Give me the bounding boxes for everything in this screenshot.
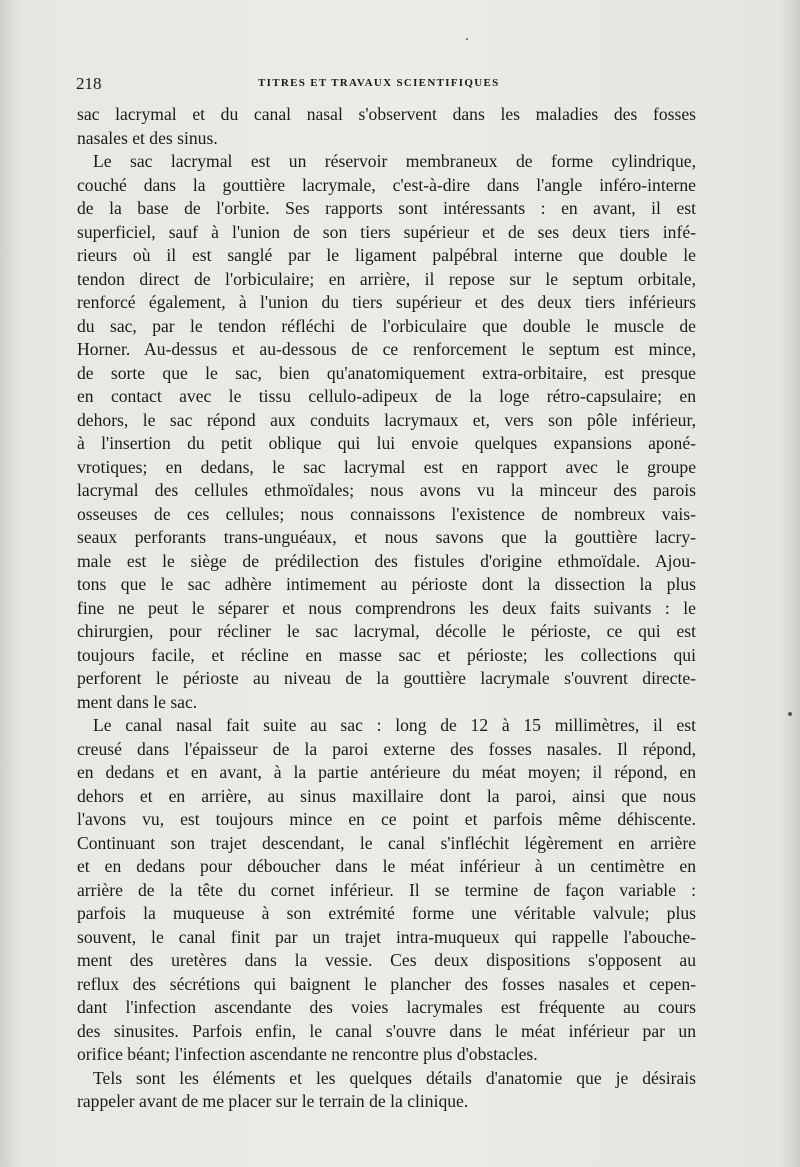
text-line: superficiel, sauf à l'union de son tiers supérieur et de ses deux tiers infé- — [77, 221, 696, 242]
text-line: dehors, le sac répond aux conduits lacrymaux et, vers son pôle inférieur, — [77, 409, 696, 430]
text-line: dant l'infection ascendante des voies lacrymales est fréquente au cours — [77, 997, 696, 1017]
text-line: osseuses de ces cellules; nous connaissons l'existence de nombreux vais- — [77, 503, 696, 524]
text-line: dehors et en arrière, au sinus maxillaire dont la paroi, ainsi que nous — [77, 785, 696, 806]
text-line: nasales et des sinus. — [77, 127, 218, 148]
text-line: rieurs où il est sanglé par le ligament palpébral interne que double le — [77, 245, 696, 265]
text-line: à l'insertion du petit oblique qui lui envoie quelques expansions aponé- — [77, 433, 696, 453]
text-line: Horner. Au-dessus et au-dessous de ce renforcement le septum est mince, — [77, 339, 696, 359]
text-line: tons que le sac adhère intimement au périoste dont la dissection la plus — [77, 574, 696, 594]
text-line: en contact avec le tissu cellulo-adipeux de la loge rétro-capsulaire; en — [77, 386, 696, 406]
body-text — [77, 103, 696, 1114]
margin-mark — [788, 712, 792, 716]
text-line: vrotiques; en dedans, le sac lacrymal est en rapport avec le groupe — [77, 456, 696, 477]
text-line: ment dans le sac. — [77, 691, 198, 712]
print-speck — [466, 38, 468, 40]
text-line: couché dans la gouttière lacrymale, c'est-à-dire dans l'angle inféro-interne — [77, 174, 696, 195]
text-line: en dedans et en avant, à la partie antérieure du méat moyen; il répond, en — [77, 762, 696, 782]
text-line: Le sac lacrymal est un réservoir membraneux de forme cylindrique, — [93, 151, 696, 171]
running-title: TITRES ET TRAVAUX SCIENTIFIQUES — [258, 77, 500, 89]
text-line: Le canal nasal fait suite au sac : long de 12 à 15 millimètres, il est — [93, 715, 696, 735]
text-line: de sorte que le sac, bien qu'anatomiquement extra-orbitaire, est presque — [77, 362, 696, 383]
text-line: du sac, par le tendon réfléchi de l'orbiculaire que double le muscle de — [77, 315, 696, 336]
text-line: male est le siège de prédilection des fistules d'origine ethmoïdale. Ajou- — [77, 550, 696, 571]
text-line: Tels sont les éléments et les quelques détails d'anatomie que je désirais — [93, 1067, 696, 1088]
page-number: 218 — [76, 74, 102, 93]
text-line: reflux des sécrétions qui baignent le plancher des fosses nasales et cepen- — [77, 973, 696, 994]
text-line: Continuant son trajet descendant, le canal s'infléchit légèrement en arrière — [77, 832, 696, 853]
text-line: fine ne peut le séparer et nous comprendrons les deux faits suivants : le — [77, 597, 696, 618]
text-line: souvent, le canal finit par un trajet intra-muqueux qui rappelle l'abouche- — [77, 926, 696, 947]
text-line: chirurgien, pour récliner le sac lacrymal, décolle le périoste, ce qui est — [77, 621, 696, 641]
text-line: des sinusites. Parfois enfin, le canal s'ouvre dans le méat inférieur par un — [77, 1020, 696, 1041]
text-line: rappeler avant de me placer sur le terrain de la clinique. — [77, 1091, 469, 1111]
text-line: renforcé également, à l'union du tiers supérieur et des deux tiers inférieurs — [77, 292, 696, 312]
text-line: toujours facile, et récline en masse sac et périoste; les collections qui — [77, 644, 696, 665]
text-line: lacrymal des cellules ethmoïdales; nous avons vu la minceur des parois — [77, 480, 696, 500]
text-line: l'avons vu, est toujours mince en ce point et parfois même déhiscente. — [77, 809, 696, 829]
text-line: arrière de la tête du cornet inférieur. Il se termine de façon variable : — [77, 879, 696, 900]
text-line: parfois la muqueuse à son extrémité forme une véritable valvule; plus — [77, 903, 696, 923]
text-line: et en dedans pour déboucher dans le méat inférieur à un centimètre en — [77, 856, 696, 876]
text-line: creusé dans l'épaisseur de la paroi externe des fosses nasales. Il répond, — [77, 738, 696, 759]
text-line: ment des uretères dans la vessie. Ces deux dispositions s'opposent au — [77, 950, 696, 970]
running-header — [76, 74, 696, 94]
text-line: seaux perforants trans-unguéaux, et nous savons que la gouttière lacry- — [77, 527, 696, 547]
text-line: perforent le périoste au niveau de la gouttière lacrymale s'ouvrent directe- — [77, 668, 696, 688]
text-line: de la base de l'orbite. Ses rapports sont intéressants : en avant, il est — [77, 198, 696, 218]
text-line: sac lacrymal et du canal nasal s'observent dans les maladies des fosses — [77, 104, 696, 124]
text-line: tendon direct de l'orbiculaire; en arrière, il repose sur le septum orbitale, — [77, 268, 696, 289]
text-line: orifice béant; l'infection ascendante ne rencontre plus d'obstacles. — [77, 1044, 538, 1064]
